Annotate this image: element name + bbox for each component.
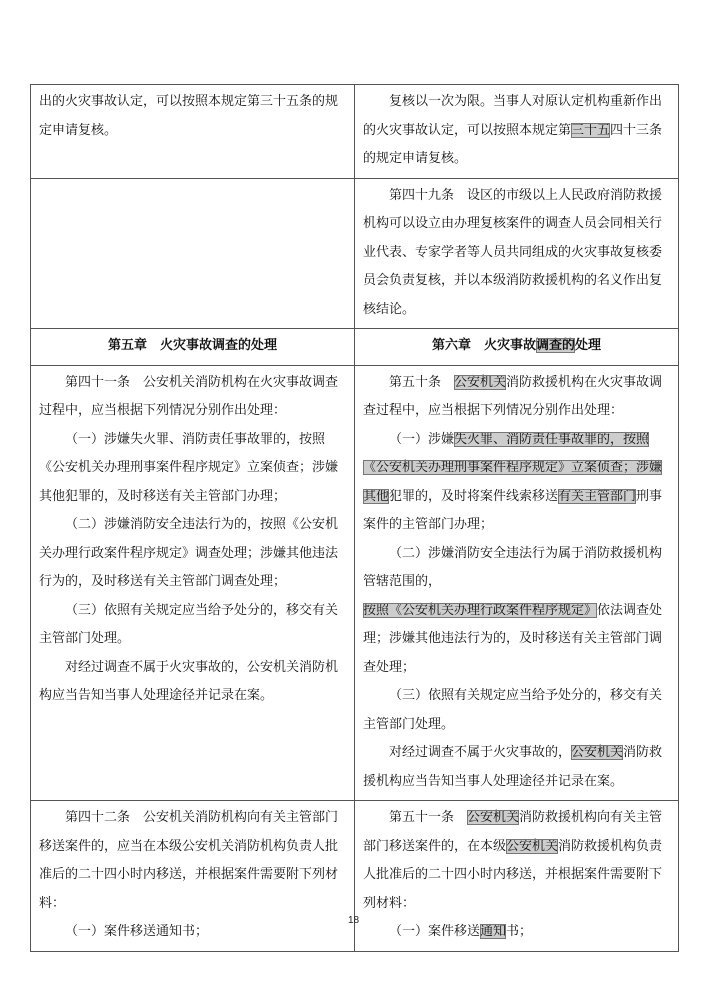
paragraph: （一）涉嫌失火罪、消防责任事故罪的，按照《公安机关办理刑事案件程序规定》立案侦查；涉嫌其他犯罪的，及时移送有关主管部门办理； — [39, 431, 339, 504]
paragraph: （一）涉嫌失火罪、消防责任事故罪的，按照《公安机关办理刑事案件程序规定》立案侦查；涉嫌其他犯罪的，及时将案件线索移送有关主管部门刑事案件的主管部门办理； — [363, 431, 663, 532]
paragraph: 第五十条 公安机关消防救援机构在火灾事故调查过程中，应当根据下列情况分别作出处理： — [363, 374, 663, 418]
paragraph: 第四十二条 公安机关消防机构向有关主管部门移送案件的，应当在本级公安机关消防机构负责人批准后的二十四小时内移送，并根据案件需要附下列材料： — [39, 810, 339, 911]
old-chapter-heading — [31, 329, 355, 366]
chapter-title: 第六章 火灾事故调查的处理 — [431, 338, 602, 353]
page-number: 18 — [347, 915, 360, 926]
new-text-cell — [355, 365, 679, 801]
table-row — [31, 329, 679, 366]
chapter-title: 第五章 火灾事故调查的处理 — [107, 338, 277, 353]
changed-text-highlight: 三十五 — [571, 122, 611, 138]
paragraph: （二）涉嫌消防安全违法行为的，按照《公安机关办理行政案件程序规定》调查处理；涉嫌其他违法行为的，及时移送有关主管部门调查处理； — [39, 517, 339, 589]
old-text-cell — [31, 178, 355, 329]
old-text-cell — [31, 365, 355, 801]
old-text-cell — [31, 801, 355, 952]
paragraph: 复核以一次为限。当事人对原认定机构重新作出的火灾事故认定，可以按照本规定第三十五四十三条的规定申请复核。 — [363, 94, 663, 166]
table-row — [31, 365, 679, 801]
new-chapter-heading — [355, 329, 679, 366]
paragraph: （二）涉嫌消防安全违法行为属于消防救援机构管辖范围的，按照《公安机关办理行政案件程序规定》依法调查处理；涉嫌其他违法行为的，及时移送有关主管部门调查处理； — [363, 545, 663, 675]
paragraph: 对经过调查不属于火灾事故的，公安机关消防救援机构应当告知当事人处理途径并记录在案。 — [363, 745, 663, 789]
changed-text-highlight: 有关主管部门 — [558, 488, 637, 504]
paragraph: 第五十一条 公安机关消防救援机构向有关主管部门移送案件的，在本级公安机关消防救援机构负责人批准后的二十四小时内移送，并根据案件需要附下列材料： — [363, 810, 663, 911]
changed-text-highlight: 失火罪、消防责任事故罪的，按照《公安机关办理刑事案件程序规定》立案侦查；涉嫌其他 — [363, 431, 663, 504]
paragraph: 对经过调查不属于火灾事故的，公安机关消防机构应当告知当事人处理途径并记录在案。 — [39, 659, 339, 703]
old-text-cell — [31, 85, 355, 179]
changed-text-highlight: 通知 — [480, 924, 507, 939]
comparison-table — [30, 84, 679, 952]
paragraph: （一）案件移送通知书； — [389, 924, 533, 939]
paragraph: （一）案件移送通知书； — [65, 924, 209, 939]
changed-text-highlight: 按照《公安机关办理行政案件程序规定》 — [363, 602, 598, 618]
paragraph: 出的火灾事故认定，可以按照本规定第三十五条的规定申请复核。 — [39, 94, 339, 138]
changed-text-highlight: 公安机关 — [454, 374, 507, 390]
paragraph: （三）依照有关规定应当给予处分的，移交有关主管部门处理。 — [39, 602, 339, 646]
changed-text-highlight: 公安机关 — [467, 810, 520, 825]
paragraph: （三）依照有关规定应当给予处分的，移交有关主管部门处理。 — [363, 688, 663, 732]
table-row — [31, 85, 679, 179]
changed-text-highlight: 调查的 — [535, 338, 575, 353]
changed-text-highlight: 公安机关 — [571, 745, 624, 760]
changed-text-highlight: 公安机关 — [506, 838, 559, 854]
table-row — [31, 178, 679, 329]
new-text-cell — [355, 178, 679, 329]
new-text-cell — [355, 801, 679, 952]
new-text-cell — [355, 85, 679, 179]
paragraph: 第四十一条 公安机关消防机构在火灾事故调查过程中，应当根据下列情况分别作出处理： — [39, 374, 339, 418]
table-row — [31, 801, 679, 952]
paragraph: 第四十九条 设区的市级以上人民政府消防救援机构可以设立由办理复核案件的调查人员会同相关行业代表、专家学者等人员共同组成的火灾事故复核委员会负责复核，并以本级消防救援机构的名义作出复核结论。 — [363, 187, 663, 317]
